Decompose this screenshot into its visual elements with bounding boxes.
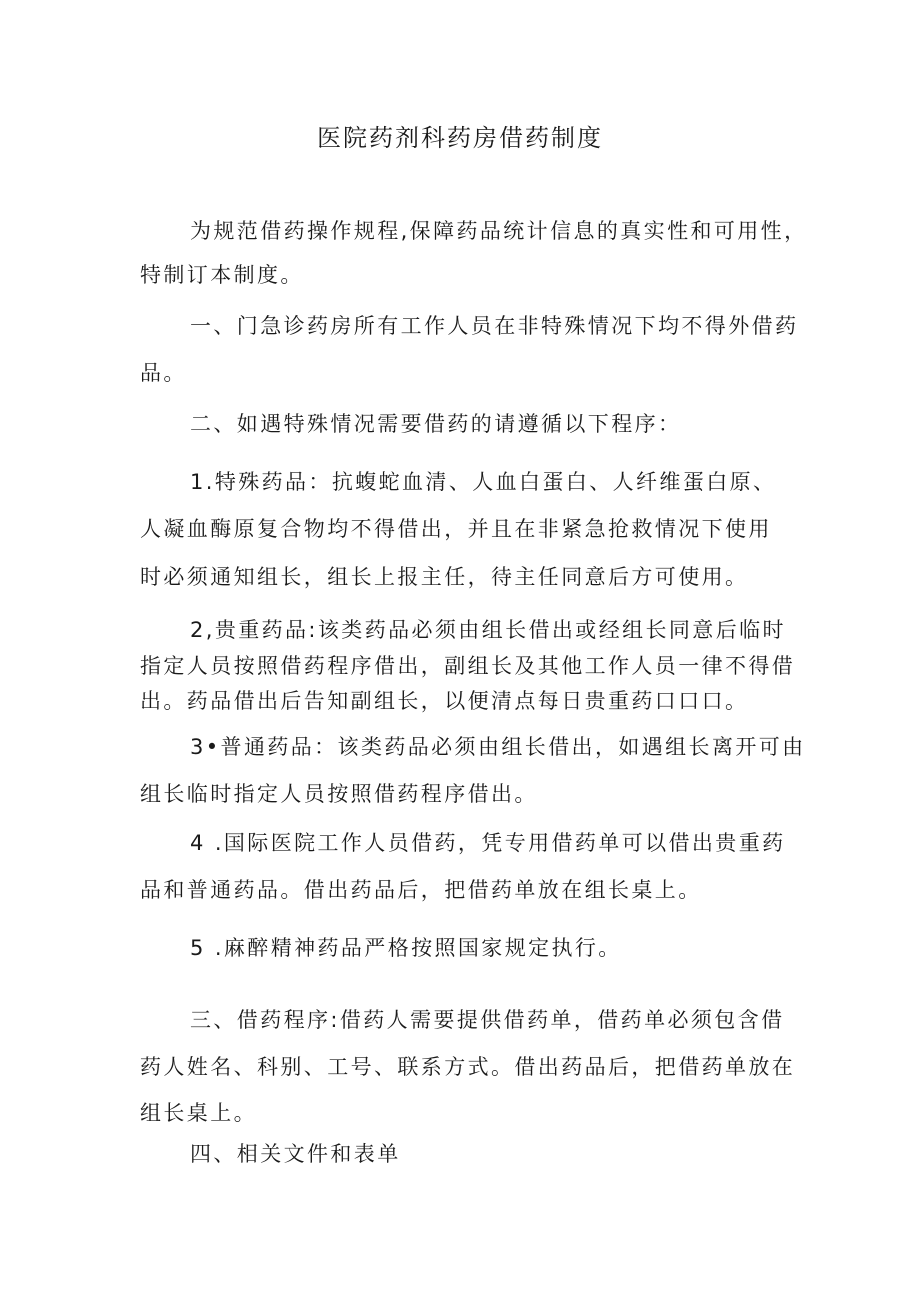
intro-line-1: 为规范借药操作规程,保障药品统计信息的真实性和可用性，	[190, 219, 808, 243]
item-2-line-1: 2,贵重药品:该类药品必须由组长借出或经组长同意后临时	[190, 618, 786, 642]
item-2-line-3: 出。药品借出后告知副组长，以便清点每日贵重药口口口。	[140, 689, 749, 713]
section-3-line-1: 三、借药程序:借药人需要提供借药单，借药单必须包含借	[190, 1008, 785, 1032]
section-3-line-2: 药人姓名、科别、工号、联系方式。借出药品后，把借药单放在	[140, 1055, 796, 1079]
section-1-line-1: 一、门急诊药房所有工作人员在非特殊情况下均不得外借药	[190, 314, 799, 338]
item-2-line-2: 指定人员按照借药程序借出，副组长及其他工作人员一律不得借	[140, 654, 796, 678]
intro-line-2: 特制订本制度。	[140, 263, 304, 287]
item-5-line: 5 .麻醉精神药品严格按照国家规定执行。	[190, 936, 622, 960]
item-4-line-2: 品和普通药品。借出药品后，把借药单放在组长桌上。	[140, 878, 702, 902]
item-1-line-1: 1.特殊药品：抗蝮蛇血清、人血白蛋白、人纤维蛋白原、	[190, 470, 777, 494]
section-1-line-2: 品。	[140, 361, 187, 385]
section-4-heading: 四、相关文件和表单	[190, 1142, 401, 1166]
item-1-line-2: 人凝血酶原复合物均不得借出，并且在非紧急抢救情况下使用	[140, 517, 772, 541]
item-3-line-1: 3•普通药品：该类药品必须由组长借出，如遇组长离开可由	[190, 735, 806, 759]
item-4-line-1: 4 .国际医院工作人员借药，凭专用借药单可以借出贵重药	[190, 831, 786, 855]
document-title: 医院药剂科药房借药制度	[317, 124, 603, 152]
section-2-heading: 二、如遇特殊情况需要借药的请遵循以下程序：	[190, 412, 682, 436]
item-1-line-3: 时必须通知组长，组长上报主任，待主任同意后方可使用。	[140, 565, 749, 589]
item-3-line-2: 组长临时指定人员按照借药程序借出。	[140, 782, 538, 806]
section-3-line-3: 组长桌上。	[140, 1101, 257, 1125]
